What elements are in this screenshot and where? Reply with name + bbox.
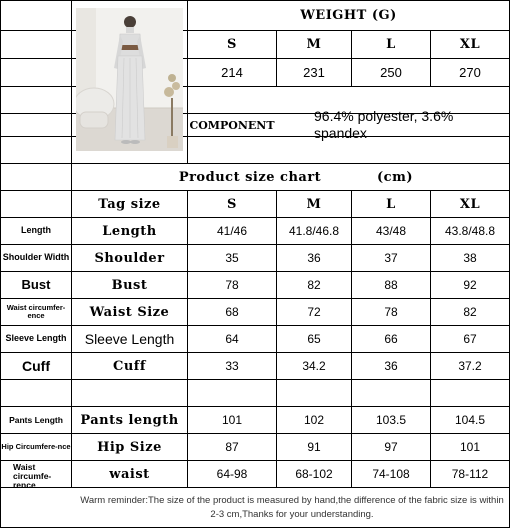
row-name: waist	[109, 466, 150, 482]
row-value-s: 68	[225, 305, 239, 319]
row-value-xl: 92	[463, 278, 477, 292]
row-value-l: 66	[384, 332, 398, 346]
row-name: Shoulder	[94, 250, 165, 266]
row-value-m: 34.2	[302, 359, 326, 373]
row-name: Hip Size	[97, 439, 162, 455]
row-left-label: Shoulder Width	[2, 252, 70, 263]
product-photo	[76, 8, 183, 151]
row-value-m: 65	[307, 332, 321, 346]
row-value-m: 91	[307, 440, 321, 454]
row-value-m: 102	[303, 413, 325, 427]
row-value-m: 41.8/46.8	[288, 224, 340, 238]
weight-title: WEIGHT (G)	[300, 8, 397, 23]
row-value-l: 88	[384, 278, 398, 292]
row-value-m: 36	[307, 251, 321, 265]
row-value-xl: 82	[463, 305, 477, 319]
row-value-xl: 37.2	[458, 359, 482, 373]
row-name: Length	[102, 223, 157, 239]
row-name: Bust	[111, 277, 148, 293]
row-value-l: 36	[384, 359, 398, 373]
row-left-label: Waist circumfe-rence	[13, 462, 52, 490]
row-value-xl: 101	[459, 440, 481, 454]
row-value-m: 72	[307, 305, 321, 319]
model-image	[76, 8, 183, 151]
row-name: Cuff	[113, 358, 146, 374]
row-left-label: Hip Circumfere-nce	[1, 442, 71, 452]
weight-size-m: M	[306, 37, 322, 52]
row-value-l: 43/48	[375, 224, 407, 238]
weight-size-xl: XL	[459, 37, 481, 52]
row-left-label: Cuff	[22, 357, 50, 374]
row-value-xl: 43.8/48.8	[444, 224, 496, 238]
size-chart-unit: (cm)	[377, 169, 413, 185]
row-left-label: Waist circumfer-ence	[6, 303, 66, 320]
row-value-m: 68-102	[295, 467, 333, 481]
row-value-l: 37	[384, 251, 398, 265]
size-chart-title: Product size chart	[178, 169, 322, 185]
row-value-l: 97	[384, 440, 398, 454]
row-value-m: 82	[307, 278, 321, 292]
row-value-l: 103.5	[375, 413, 407, 427]
row-value-l: 74-108	[372, 467, 410, 481]
weight-value-xl: 270	[459, 65, 481, 80]
tag-size-s: S	[227, 196, 237, 212]
row-value-s: 64	[225, 332, 239, 346]
row-value-xl: 104.5	[454, 413, 486, 427]
weight-value-m: 231	[303, 65, 325, 80]
row-name: Waist Size	[89, 304, 170, 320]
component-label: COMPONENT	[189, 118, 275, 132]
row-left-label: Pants Length	[9, 414, 63, 425]
tag-size-l: L	[386, 196, 396, 212]
row-value-xl: 38	[463, 251, 477, 265]
component-value: 96.4% polyester, 3.6% spandex	[314, 108, 454, 141]
tag-size-xl: XL	[459, 196, 481, 212]
row-value-s: 64-98	[216, 467, 248, 481]
row-left-label: Sleeve Length	[5, 333, 67, 344]
tag-size-m: M	[306, 196, 322, 212]
weight-value-s: 214	[221, 65, 243, 80]
row-name: Sleeve Length	[84, 331, 175, 347]
row-value-s: 101	[221, 413, 243, 427]
row-left-label: Length	[21, 225, 51, 236]
weight-size-s: S	[227, 37, 237, 52]
tag-size-label: Tag size	[98, 196, 161, 212]
warm-reminder: Warm reminder:The size of the product is measured by hand,the difference of the fabric size is within 2-3 cm,Thanks for your understanding.	[80, 494, 504, 520]
row-value-s: 41/46	[216, 224, 248, 238]
row-value-s: 35	[225, 251, 239, 265]
weight-value-l: 250	[380, 65, 402, 80]
row-value-l: 78	[384, 305, 398, 319]
weight-size-l: L	[386, 37, 396, 52]
row-value-s: 78	[225, 278, 239, 292]
grid-line	[0, 379, 510, 380]
grid-line	[509, 0, 510, 528]
row-value-xl: 78-112	[451, 467, 489, 481]
grid-line	[0, 527, 510, 528]
row-name: Pants length	[80, 412, 179, 428]
row-value-xl: 67	[463, 332, 477, 346]
row-value-s: 33	[225, 359, 239, 373]
row-value-s: 87	[225, 440, 239, 454]
row-left-label: Bust	[21, 277, 51, 293]
